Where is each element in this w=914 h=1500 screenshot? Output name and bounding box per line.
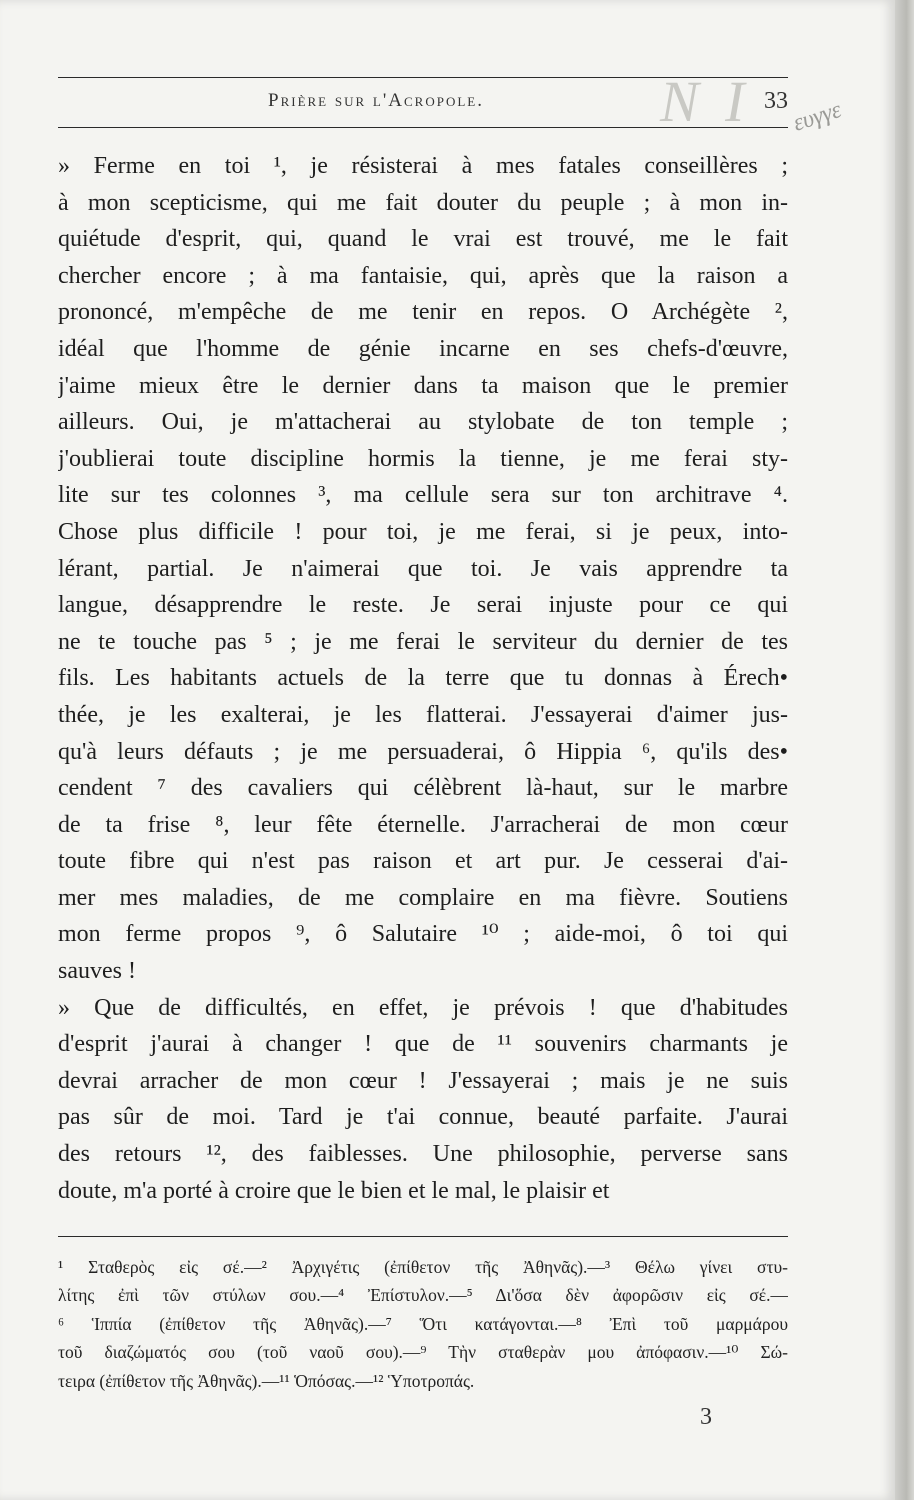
text-line: mer mes maladies, de me complaire en ma fièvre. Soutiens <box>58 884 788 911</box>
running-head <box>58 88 788 118</box>
text-line: lérant, partial. Je n'aimerai que toi. Je vais apprendre ta <box>58 555 788 582</box>
body-text <box>58 148 788 1209</box>
footnote-line: τοῦ διαζώματός σου (τοῦ ναοῦ σου).—⁹ Τὴν σταθερὰν μου ἀπόφασιν.—¹⁰ Σώ- <box>58 1342 788 1363</box>
text-line: cendent ⁷ des cavaliers qui célèbrent là-haut, sur le marbre <box>58 775 788 802</box>
text-line: d'esprit j'aurai à changer ! que de ¹¹ souvenirs charmants je <box>58 1031 788 1058</box>
footnote-line: τειρα (ἐπίθετον τῆς Ἀθηνᾶς).—¹¹ Ὁπόσας.—¹² Ὑποτροπάς. <box>58 1370 475 1391</box>
text-line: des retours ¹², des faiblesses. Une philosophie, perverse sans <box>58 1141 788 1168</box>
text-line: » Ferme en toi ¹, je résisterai à mes fatales conseillères ; <box>58 153 788 179</box>
text-line: doute, m'a porté à croire que le bien et le mal, le plaisir et <box>58 1177 610 1204</box>
text-line: Chose plus difficile ! pour toi, je me ferai, si je peux, into- <box>58 518 788 545</box>
text-line: ailleurs. Oui, je m'attacherai au stylobate de ton temple ; <box>58 409 788 436</box>
text-line: de ta frise ⁸, leur fête éternelle. J'arracherai de mon cœur <box>58 811 788 838</box>
page-edge-shadow <box>895 0 914 1500</box>
text-line: toute fibre qui n'est pas raison et art pur. Je cesserai d'ai- <box>58 848 788 875</box>
text-line: mon ferme propos ⁹, ô Salutaire ¹⁰ ; aide-moi, ô toi qui <box>58 921 788 948</box>
text-line: prononcé, m'empêche de me tenir en repos. O Archégète ², <box>58 299 788 326</box>
pencil-annotation: N I <box>660 69 751 134</box>
header-bottom-rule <box>58 127 788 128</box>
text-line: sauves ! <box>58 958 136 985</box>
footnote-line: ⁶ Ἱππία (ἐπίθετον τῆς Ἀθηνᾶς).—⁷ Ὅτι κατάγονται.—⁸ Ἐπὶ τοῦ μαρμάρου <box>58 1313 788 1334</box>
text-line: » Que de difficultés, en effet, je prévois ! que d'habitudes <box>58 994 788 1021</box>
text-line: j'aime mieux être le dernier dans ta maison que le premier <box>58 372 788 399</box>
text-line: fils. Les habitants actuels de la terre que tu donnas à Érech• <box>58 665 788 692</box>
footnote-line: λίτης ἐπὶ τῶν στύλων σου.—⁴ Ἐπίστυλον.—⁵ Δι'ὅσα δὲν ἀφορῶσιν εἰς σέ.— <box>58 1285 788 1306</box>
text-line: pas sûr de moi. Tard je t'ai connue, beauté parfaite. J'aurai <box>58 1104 788 1131</box>
footnotes <box>58 1253 788 1395</box>
text-line: quiétude d'esprit, qui, quand le vrai est trouvé, me le fait <box>58 226 788 253</box>
text-line: devrai arracher de mon cœur ! J'essayerai ; mais je ne suis <box>58 1067 788 1094</box>
text-line: chercher encore ; à ma fantaisie, qui, après que la raison a <box>58 262 788 289</box>
text-line: lite sur tes colonnes ³, ma cellule sera sur ton architrave ⁴. <box>58 482 788 509</box>
text-line: thée, je les exalterai, je les flatterai. J'essayerai d'aimer jus- <box>58 701 788 728</box>
text-line: langue, désapprendre le reste. Je serai injuste pour ce qui <box>58 592 788 619</box>
text-line: j'oublierai toute discipline hormis la tienne, je me ferai sty- <box>58 445 788 472</box>
text-line: qu'à leurs défauts ; je me persuaderai, ô Hippia ⁶, qu'ils des• <box>58 738 788 765</box>
text-line: idéal que l'homme de génie incarne en ses chefs-d'œuvre, <box>58 335 788 362</box>
text-line: ne te touche pas ⁵ ; je me ferai le serviteur du dernier de tes <box>58 628 788 655</box>
text-line: à mon scepticisme, qui me fait douter du peuple ; à mon in- <box>58 189 788 216</box>
margin-annotation: ευγγε <box>790 96 845 137</box>
running-title: Prière sur l'Acropole. <box>268 90 484 111</box>
footnote-rule <box>58 1236 788 1237</box>
header-top-rule <box>58 77 788 78</box>
footnote-line: ¹ Σταθερὸς εἰς σέ.—² Ἀρχιγέτις (ἐπίθετον τῆς Ἀθηνᾶς).—³ Θέλω γίνει στυ- <box>58 1257 788 1277</box>
page-number: 33 <box>764 88 788 114</box>
signature-mark: 3 <box>700 1404 712 1430</box>
